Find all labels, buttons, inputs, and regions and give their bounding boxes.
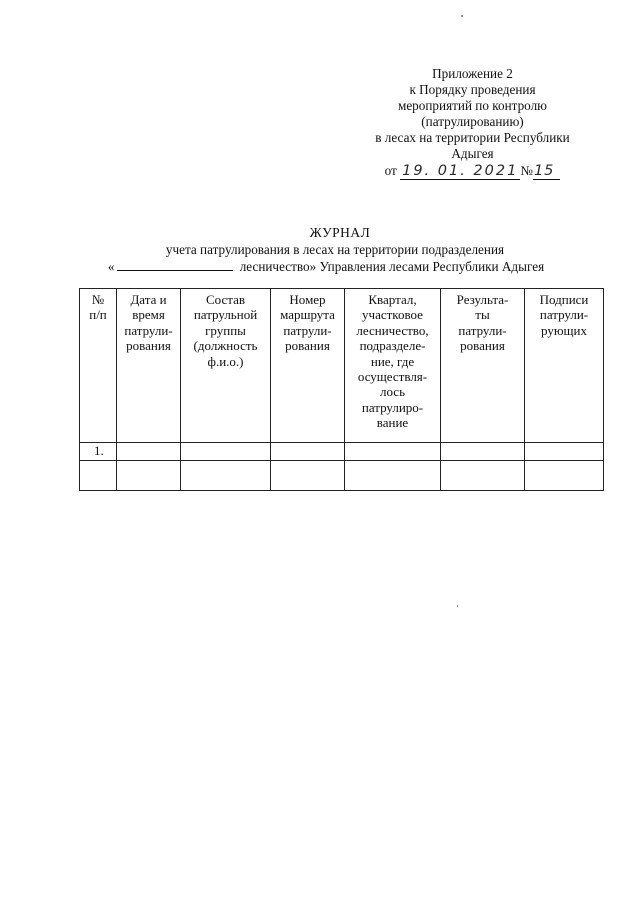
appendix-line: Приложение 2 <box>432 66 513 81</box>
column-header-line: лесничество, <box>356 322 429 338</box>
column-header-line: рующих <box>540 322 587 338</box>
table-cell <box>181 443 271 461</box>
column-header-line: патрулиро- <box>361 399 424 415</box>
column-header-line: рования <box>460 338 505 354</box>
document-title <box>100 224 570 275</box>
column-header-line: Квартал, <box>368 292 417 307</box>
column-header-line: п/п <box>89 307 107 323</box>
appendix-line: мероприятий по контролю <box>397 98 548 114</box>
handwritten-number: 15 <box>533 164 560 180</box>
column-header-line: № <box>91 292 105 307</box>
column-header-line: патрули- <box>283 322 332 338</box>
column-header-line: Дата и <box>130 292 167 307</box>
table-cell: 1. <box>80 443 117 461</box>
date-prefix: от <box>384 162 397 178</box>
table-cell <box>181 461 271 491</box>
appendix-block <box>355 66 590 180</box>
open-quote: « <box>107 259 115 274</box>
column-header-line: осуществля- <box>357 369 428 385</box>
column-header-line: лось <box>379 384 405 400</box>
column-header-line: подразделе- <box>359 338 426 354</box>
table-cell <box>271 443 345 461</box>
table-cell <box>271 461 345 491</box>
journal-subtitle-end: лесничество» Управления лесами Республики Адыгея <box>239 259 545 274</box>
forestry-name-blank <box>117 259 233 271</box>
column-header-line: Состав <box>205 292 245 307</box>
column-header-line: (должность <box>193 338 258 354</box>
table-cell <box>525 461 604 491</box>
column-header-line: патрульной <box>193 307 258 323</box>
table-cell <box>117 443 181 461</box>
table-cell <box>117 461 181 491</box>
appendix-date-line <box>355 163 590 180</box>
column-header-line: участковое <box>362 307 423 323</box>
table-cell <box>345 461 441 491</box>
column-header <box>525 289 604 443</box>
journal-heading: ЖУРНАЛ <box>309 225 371 240</box>
appendix-line: Адыгея <box>451 146 494 162</box>
table-row <box>80 461 604 491</box>
column-header <box>117 289 181 443</box>
column-header-line: ние, где <box>370 353 415 369</box>
column-header-line: ф.и.о.) <box>207 353 244 369</box>
table-cell <box>525 443 604 461</box>
scan-speck <box>461 15 463 17</box>
appendix-line: к Порядку проведения <box>409 82 536 98</box>
column-header-line: Номер <box>289 292 326 307</box>
column-header-line: группы <box>205 322 246 338</box>
column-header-line: рования <box>126 338 171 354</box>
column-header-line: Результа- <box>456 292 509 307</box>
column-header-line: время <box>132 307 165 323</box>
column-header-line: ты <box>475 307 490 323</box>
table-row <box>80 443 604 461</box>
journal-subtitle-second-line <box>82 258 570 275</box>
column-header-line: рования <box>285 338 330 354</box>
table-header-row <box>80 289 604 443</box>
journal-subtitle: учета патрулирования в лесах на территории подразделения <box>165 242 505 257</box>
scan-speck <box>457 605 458 607</box>
column-header <box>181 289 271 443</box>
table-cell <box>441 461 525 491</box>
table-cell <box>345 443 441 461</box>
patrol-journal-table <box>79 288 604 491</box>
column-header <box>345 289 441 443</box>
column-header-line: патрули- <box>539 307 589 323</box>
number-prefix: № <box>520 162 533 178</box>
column-header-line: маршрута <box>280 307 335 323</box>
appendix-line: в лесах на территории Республики <box>375 130 570 146</box>
table-cell <box>80 461 117 491</box>
column-header-line: Подписи <box>539 292 589 307</box>
column-header-line: вание <box>376 415 409 431</box>
column-header <box>271 289 345 443</box>
column-header-line: патрули- <box>458 322 507 338</box>
handwritten-date: 19. 01. 2021 <box>402 162 519 179</box>
appendix-line: (патрулированию) <box>421 114 524 130</box>
column-header <box>441 289 525 443</box>
table-cell <box>441 443 525 461</box>
column-header <box>80 289 117 443</box>
column-header-line: патрули- <box>124 322 173 338</box>
